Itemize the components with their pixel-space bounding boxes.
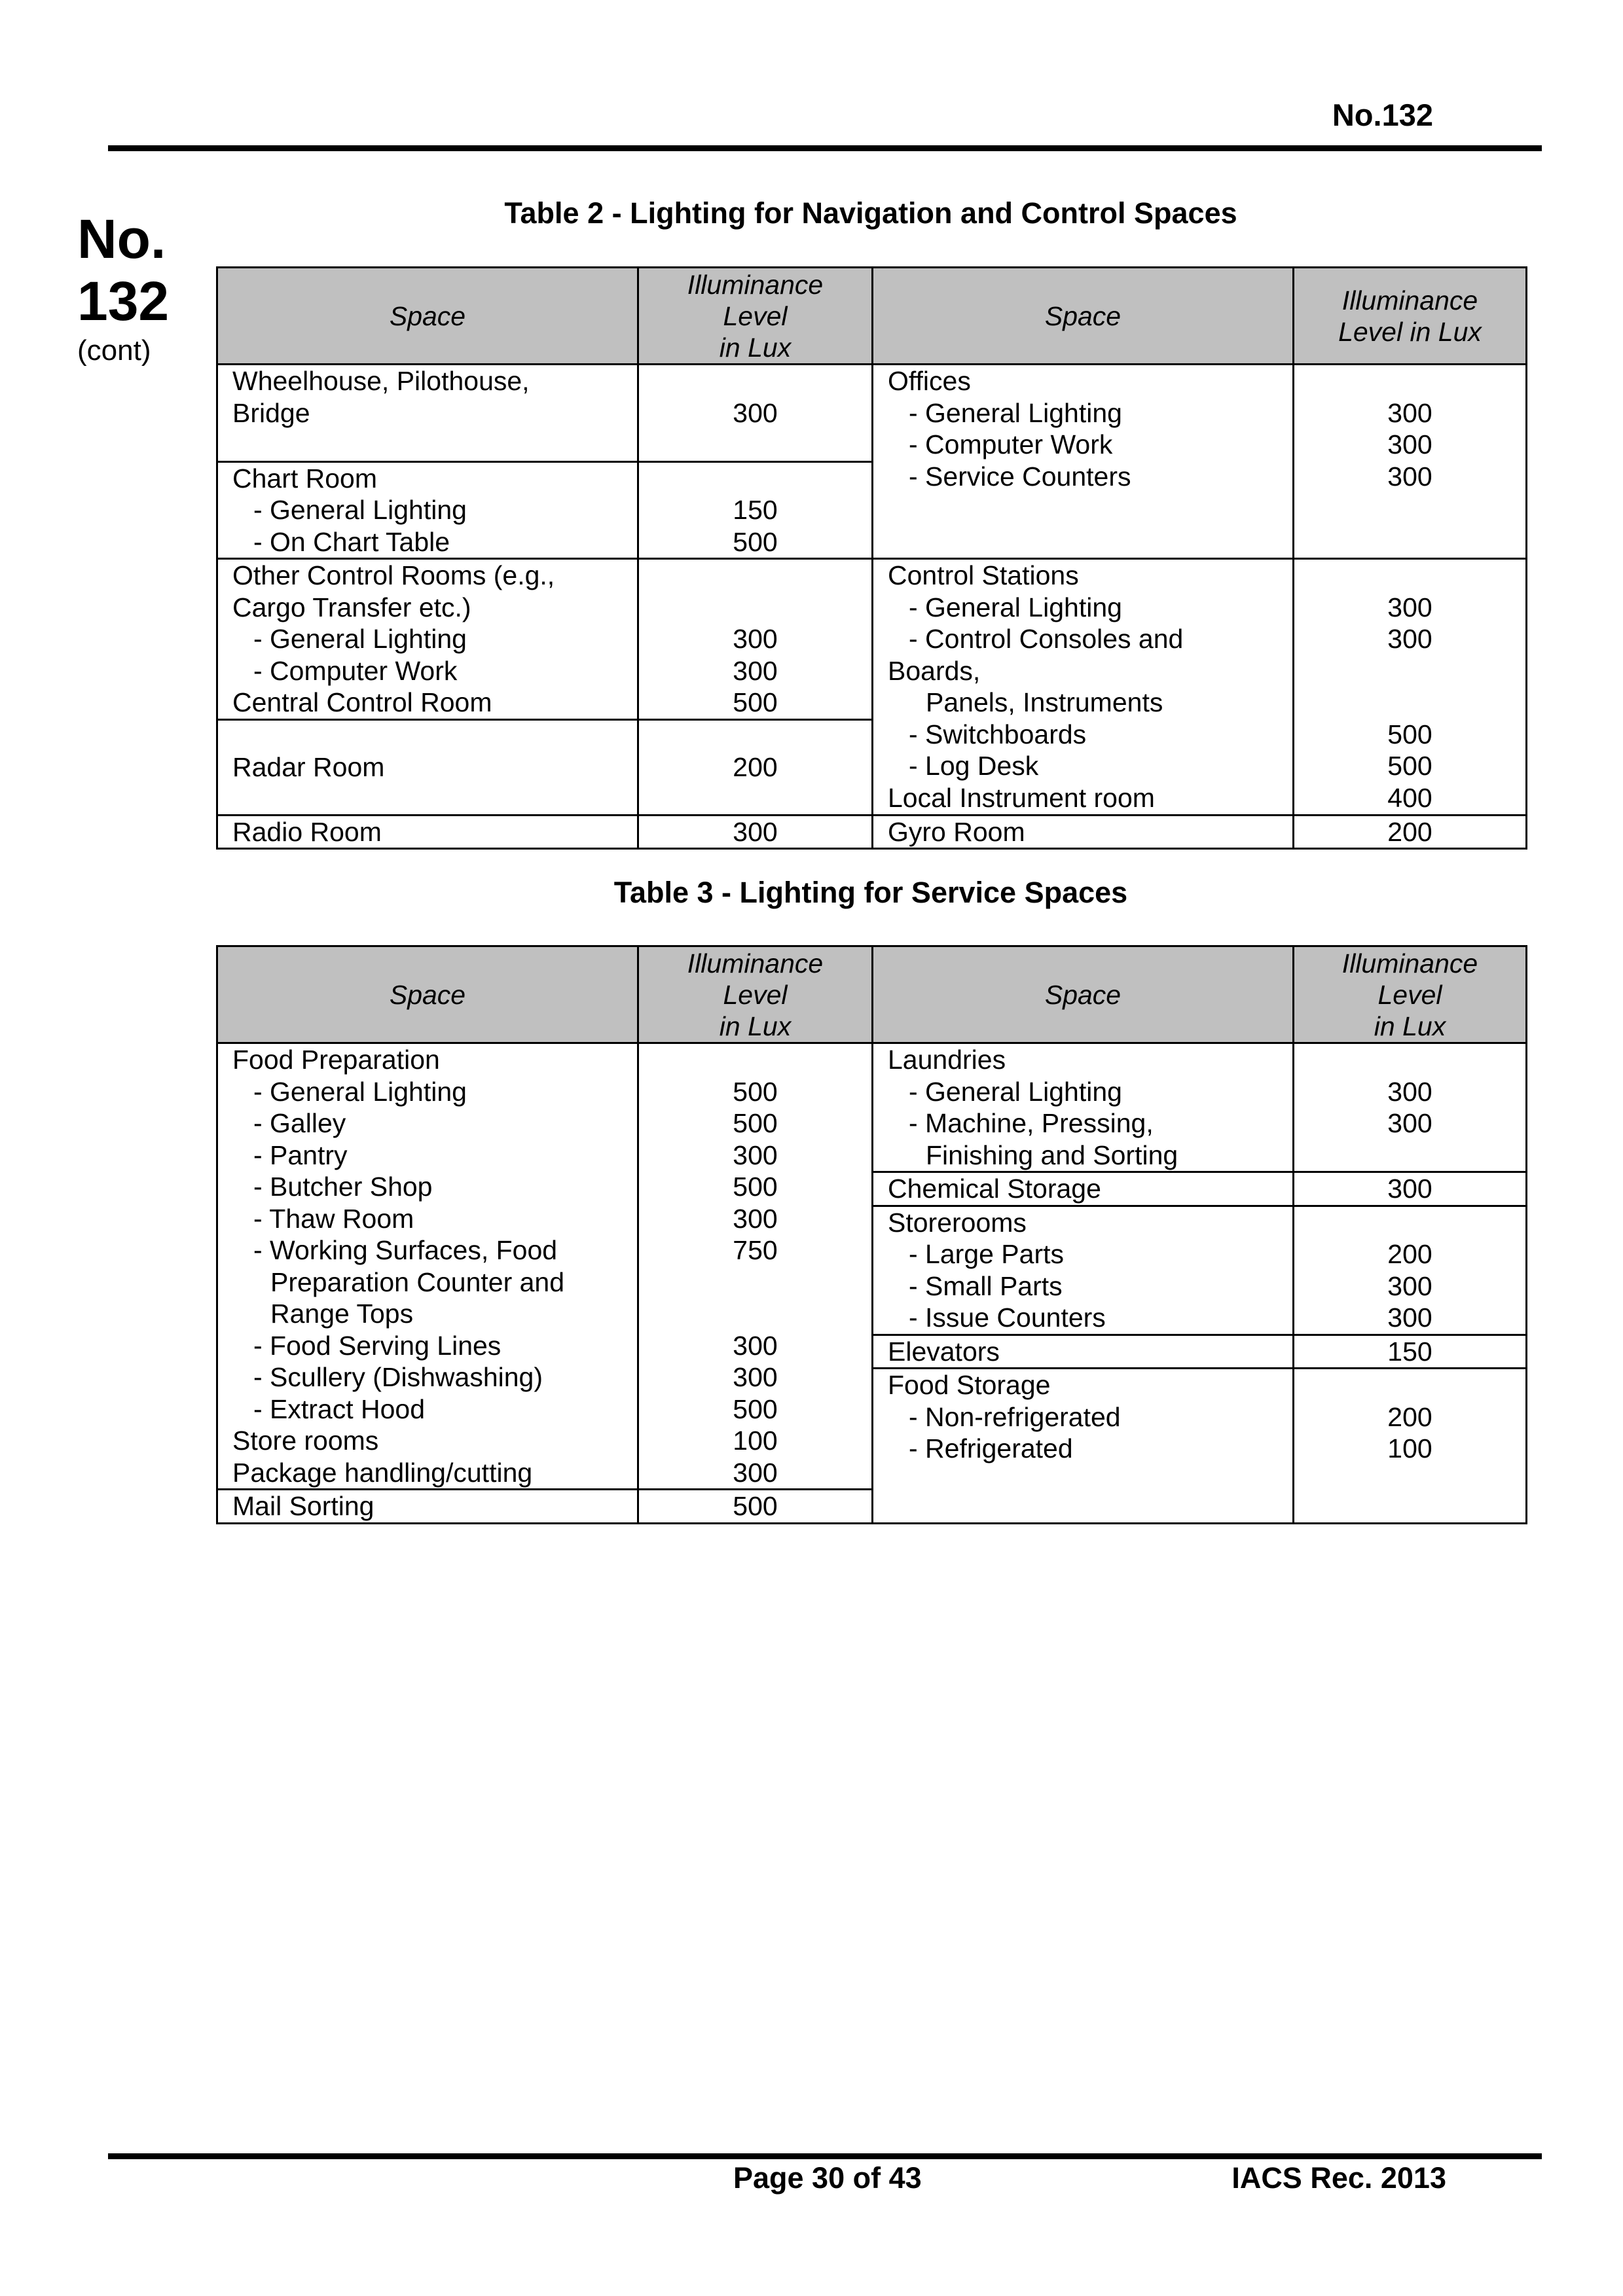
cell-line: Illuminance — [1341, 285, 1478, 315]
storerooms-label — [873, 1206, 1294, 1335]
cell-line: 300 — [1387, 1108, 1432, 1138]
cell-line: 500 — [1387, 719, 1432, 749]
cell-line: 150 — [733, 495, 778, 525]
cell-line: - Service Counters — [909, 461, 1131, 492]
cell-line: - Thaw Room — [253, 1203, 414, 1234]
radar-room-label: Radar Room — [217, 719, 638, 815]
cell-line: 200 — [1387, 1401, 1432, 1432]
cell-line — [1294, 1369, 1525, 1401]
chart-room-label — [217, 461, 638, 559]
cell-line: Level — [1377, 979, 1442, 1010]
cell-line: - Non-refrigerated — [909, 1401, 1121, 1432]
cell-line: in Lux — [719, 332, 792, 363]
cell-line: 500 — [733, 1393, 778, 1424]
cell-line: - Butcher Shop — [253, 1172, 433, 1202]
cell-line: 500 — [733, 526, 778, 557]
cell-line: - Switchboards — [909, 719, 1087, 749]
table2-header-space-right: Space — [873, 268, 1294, 365]
cell-line: - General Lighting — [253, 1076, 467, 1107]
cell-line: 200 — [1387, 1239, 1432, 1269]
cell-line: - Large Parts — [909, 1239, 1064, 1269]
cell-line: - General Lighting — [909, 397, 1122, 428]
cell-line: - On Chart Table — [253, 526, 450, 557]
cell-line — [1294, 560, 1525, 592]
laundries-label — [873, 1043, 1294, 1172]
control-stations-value — [1294, 559, 1527, 816]
cell-line: 300 — [733, 1330, 778, 1361]
cell-line: Boards, — [888, 655, 981, 686]
cell-line: 300 — [733, 397, 778, 428]
cell-line: in Lux — [719, 1011, 792, 1041]
cell-line: 500 — [733, 1076, 778, 1107]
table3-header-lux-right — [1294, 946, 1527, 1043]
cell-line: 300 — [1387, 624, 1432, 654]
cell-line: 300 — [733, 655, 778, 686]
wheelhouse-value — [638, 365, 873, 462]
cell-line — [1294, 655, 1525, 687]
cell-line: - Computer Work — [253, 655, 458, 686]
cell-line: Panels, Instruments — [926, 687, 1163, 717]
cell-line: Wheelhouse, Pilothouse, — [232, 366, 530, 396]
radar-room-value: 200 — [638, 719, 873, 815]
side-marker-no: No. — [77, 208, 166, 270]
cell-line: Chart Room — [232, 463, 378, 493]
cell-line: in Lux — [1374, 1011, 1446, 1041]
cell-line — [639, 1298, 871, 1330]
cell-line: - Working Surfaces, Food — [253, 1235, 558, 1265]
cell-line — [639, 365, 871, 397]
cell-line: - Scullery (Dishwashing) — [253, 1362, 543, 1392]
cell-line: 500 — [733, 687, 778, 717]
storerooms-value — [1294, 1206, 1527, 1335]
cell-line: 300 — [733, 1139, 778, 1170]
cell-line: 300 — [1387, 461, 1432, 492]
cell-line: - Refrigerated — [909, 1433, 1073, 1463]
cell-line: - Control Consoles and — [909, 624, 1184, 654]
cell-line: Storerooms — [888, 1207, 1027, 1238]
cell-line — [1294, 1207, 1525, 1239]
side-marker-cont: (cont) — [77, 334, 151, 367]
other-control-label — [217, 559, 638, 720]
cell-line: Level in Lux — [1338, 316, 1482, 347]
cell-line: Laundries — [888, 1045, 1006, 1075]
cell-line: 300 — [1387, 397, 1432, 428]
side-marker — [77, 208, 169, 369]
cell-line: - General Lighting — [253, 495, 467, 525]
footer-rule — [108, 2153, 1542, 2159]
cell-line: 300 — [1387, 1076, 1432, 1107]
cell-line: Control Stations — [888, 560, 1079, 590]
cell-line: 100 — [733, 1426, 778, 1456]
cell-line — [1294, 687, 1525, 719]
cell-line: Illuminance — [1341, 948, 1478, 978]
gyro-room-value: 200 — [1294, 815, 1527, 849]
cell-line: - Small Parts — [909, 1270, 1063, 1301]
cell-line: - Galley — [253, 1108, 346, 1138]
cell-line — [639, 592, 871, 624]
table2-header-lux-left — [638, 268, 873, 365]
cell-line: 400 — [1387, 782, 1432, 813]
chemical-storage-value: 300 — [1294, 1172, 1527, 1206]
cell-line: Central Control Room — [232, 687, 492, 717]
food-storage-value — [1294, 1369, 1527, 1524]
cell-line: 500 — [733, 1108, 778, 1138]
cell-line — [1294, 1139, 1525, 1172]
cell-line: Finishing and Sorting — [926, 1139, 1178, 1170]
cell-line: - Computer Work — [909, 429, 1113, 459]
offices-label — [873, 365, 1294, 559]
cell-line: - Machine, Pressing, — [909, 1108, 1154, 1138]
food-storage-label — [873, 1369, 1294, 1524]
cell-line: 300 — [1387, 429, 1432, 459]
cell-line: Offices — [888, 366, 971, 396]
cell-line — [1294, 365, 1525, 397]
cell-line: 300 — [1387, 1302, 1432, 1333]
table2-header-lux-right — [1294, 268, 1527, 365]
elevators-value: 150 — [1294, 1335, 1527, 1369]
header-rule — [108, 145, 1542, 151]
cell-line — [639, 463, 871, 495]
cell-line: 300 — [733, 1203, 778, 1234]
cell-line — [639, 560, 871, 592]
offices-value — [1294, 365, 1527, 559]
cell-line: 300 — [733, 1362, 778, 1392]
control-stations-label — [873, 559, 1294, 816]
cell-line: - Log Desk — [909, 751, 1039, 781]
cell-line: Food Preparation — [232, 1045, 440, 1075]
other-control-value — [638, 559, 873, 720]
cell-line: Food Storage — [888, 1370, 1051, 1400]
cell-line: 500 — [733, 1172, 778, 1202]
radio-room-value: 300 — [638, 815, 873, 849]
side-marker-number: 132 — [77, 270, 170, 332]
table3-header-lux-left — [638, 946, 873, 1043]
cell-line: 300 — [733, 1457, 778, 1488]
cell-line: Local Instrument room — [888, 782, 1155, 813]
cell-line: Cargo Transfer etc.) — [232, 592, 471, 622]
laundries-value — [1294, 1043, 1527, 1172]
cell-line: Level — [723, 979, 788, 1010]
chart-room-value — [638, 461, 873, 559]
food-prep-value — [638, 1043, 873, 1490]
cell-line: Illuminance — [687, 269, 824, 300]
page-number: Page 30 of 43 — [733, 2161, 922, 2195]
cell-line: 750 — [733, 1235, 778, 1265]
cell-line: Range Tops — [270, 1299, 414, 1329]
cell-line: Illuminance — [687, 948, 824, 978]
cell-line: - General Lighting — [253, 624, 467, 654]
cell-line: - Issue Counters — [909, 1302, 1106, 1333]
cell-line: 300 — [1387, 592, 1432, 622]
cell-line: 500 — [1387, 751, 1432, 781]
cell-line: Package handling/cutting — [232, 1457, 533, 1488]
table3-header-space-left: Space — [217, 946, 638, 1043]
cell-line: - Pantry — [253, 1139, 348, 1170]
cell-line: Level — [723, 300, 788, 331]
table2-header-space-left: Space — [217, 268, 638, 365]
cell-line — [639, 1266, 871, 1299]
cell-line: 100 — [1387, 1433, 1432, 1463]
gyro-room-label: Gyro Room — [873, 815, 1294, 849]
cell-line — [639, 1044, 871, 1076]
cell-line: Preparation Counter and — [270, 1266, 565, 1297]
mail-sorting-value: 500 — [638, 1490, 873, 1524]
table2-caption: Table 2 - Lighting for Navigation and Control Spaces — [504, 196, 1237, 230]
iacs-rec: IACS Rec. 2013 — [1231, 2161, 1446, 2195]
table3-caption: Table 3 - Lighting for Service Spaces — [613, 876, 1128, 909]
mail-sorting-label: Mail Sorting — [217, 1490, 638, 1524]
cell-line: Bridge — [232, 397, 310, 428]
radio-room-label: Radio Room — [217, 815, 638, 849]
cell-line: - General Lighting — [909, 592, 1122, 622]
cell-line: 300 — [733, 624, 778, 654]
cell-line: 300 — [1387, 1270, 1432, 1301]
cell-line: Store rooms — [232, 1426, 379, 1456]
food-prep-label — [217, 1043, 638, 1490]
cell-line: - Extract Hood — [253, 1393, 426, 1424]
cell-line — [1294, 1044, 1525, 1076]
document-number: No.132 — [1332, 98, 1433, 132]
table3-header-space-right: Space — [873, 946, 1294, 1043]
cell-line: Other Control Rooms (e.g., — [232, 560, 555, 590]
table3 — [216, 945, 1527, 1524]
cell-line: - General Lighting — [909, 1076, 1122, 1107]
wheelhouse-label — [217, 365, 638, 462]
chemical-storage-label: Chemical Storage — [873, 1172, 1294, 1206]
cell-line: - Food Serving Lines — [253, 1330, 501, 1361]
table2 — [216, 266, 1527, 850]
elevators-label: Elevators — [873, 1335, 1294, 1369]
